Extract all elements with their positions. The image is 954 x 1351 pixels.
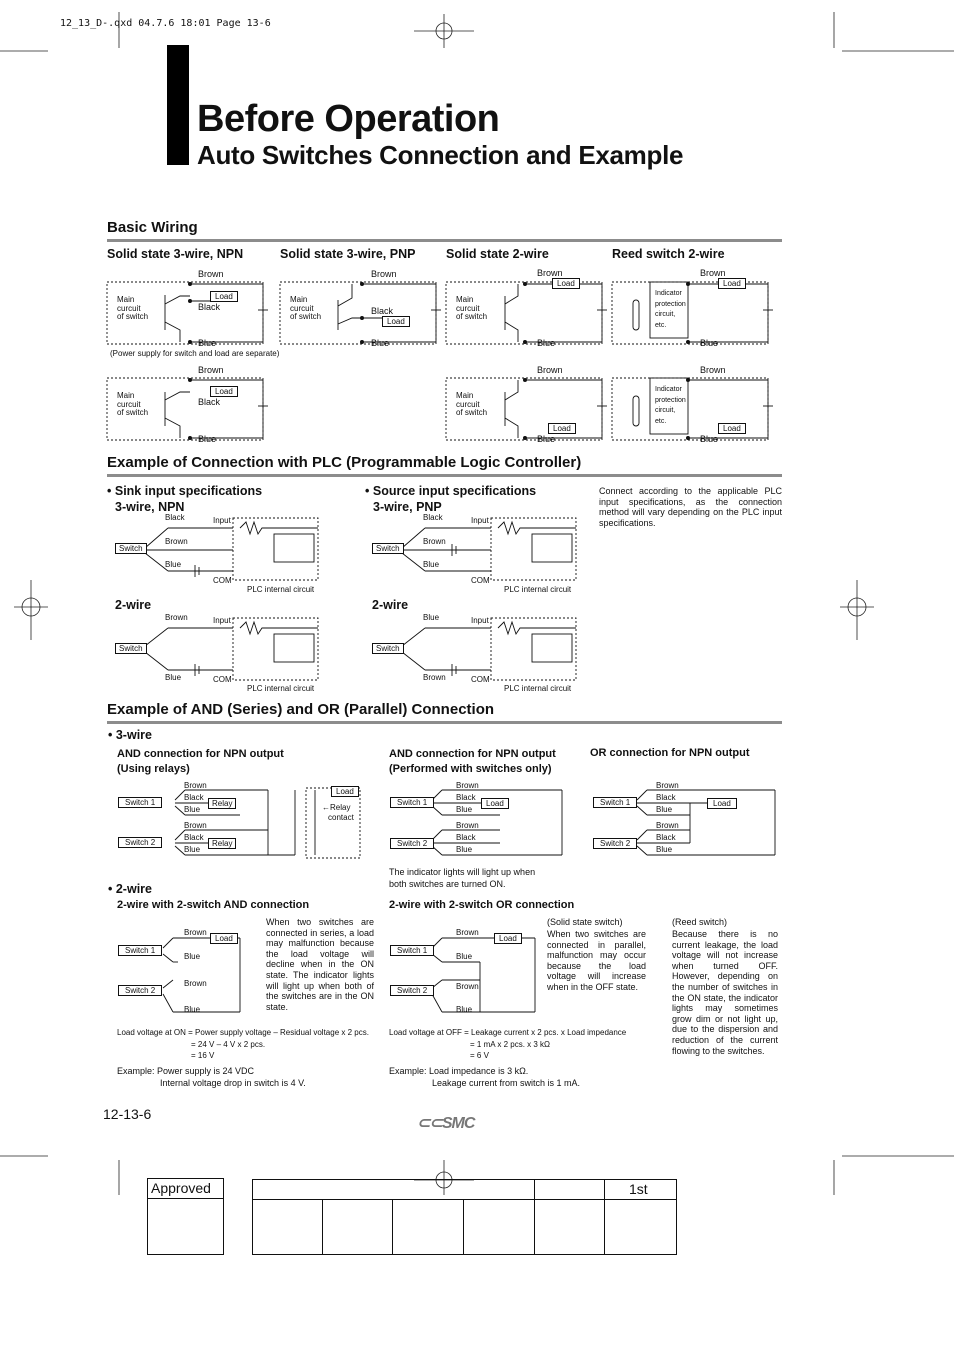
or2-title: 2-wire with 2-switch OR connection (389, 899, 575, 911)
sink2-com-label: COM (213, 675, 232, 684)
and-relay-switch1: Switch 1 (118, 797, 162, 808)
npn-blue-label: Blue (198, 338, 217, 348)
or-example: Example: Load impedance is 3 kΩ. Leakage current from switch is 1 mA. (389, 1066, 581, 1088)
col-reed-title: Reed switch 2-wire (612, 247, 725, 261)
relay-contact-label: ←Relay contact (322, 803, 354, 822)
solid2-blue-label: Blue (537, 338, 556, 348)
sink-switch-box: Switch (115, 543, 147, 554)
indicator-note: The indicator lights will light up when both switches are turned ON. (389, 867, 536, 889)
npn2-load-box: Load (210, 386, 238, 397)
npn-load-box: Load (210, 291, 238, 302)
page-number: 12-13-6 (103, 1106, 152, 1122)
source-switch-box: Switch (372, 543, 404, 554)
source-brown-label: Brown (423, 537, 446, 546)
label-blue: Blue (656, 845, 673, 854)
source-title: • Source input specifications 3-wire, PNP (365, 484, 537, 514)
smc-logo-icon: ⊂⊂ (417, 1115, 442, 1132)
reed2-blue-label: Blue (700, 434, 719, 444)
npn2-main-circuit-label: Main curcuit of switch (117, 391, 149, 417)
source2-switch-box: Switch (372, 643, 404, 654)
pnp-main-circuit-label: Main curcuit of switch (290, 295, 322, 321)
or2-switch1: Switch 1 (390, 945, 434, 956)
or2-switch2: Switch 2 (390, 985, 434, 996)
label-blue: Blue (456, 805, 473, 814)
source-blue-label: Blue (423, 560, 440, 569)
label-black: Black (656, 793, 676, 802)
label-black: Black (456, 833, 476, 842)
pnp-black-label: Black (371, 306, 394, 316)
solid-state-note: When two switches are connected in parallel, malfunction may occur because the load voltage will increase when in the OFF state. (547, 929, 646, 992)
and-sw-switch1: Switch 1 (390, 797, 434, 808)
sink-black-label: Black (165, 513, 185, 522)
source2-blue-label: Blue (423, 613, 440, 622)
label-brown: Brown (656, 781, 679, 790)
page-title: Before Operation (197, 98, 500, 140)
sink-2wire-title: 2-wire (115, 598, 152, 612)
col-solid2-title: Solid state 2-wire (446, 247, 549, 261)
label-brown: Brown (184, 928, 207, 937)
reed-switch-note: Because there is no current leakage, the load voltage will not increase when turned OFF. However, depending on the number of switches in the ON state, the indicator lights may sometimes grow dim or not light up, due to the dispersion and reduction of the current flowing to the switches. (672, 929, 778, 1056)
reed-blue-label: Blue (700, 338, 719, 348)
solid2b-load-box: Load (548, 423, 576, 434)
page-subtitle: Auto Switches Connection and Example (197, 140, 684, 170)
sink-brown-label: Brown (165, 537, 188, 546)
solid2-main-circuit-label: Main curcuit of switch (456, 295, 488, 321)
reed-indicator-label: Indicator protection circuit, etc. (655, 290, 686, 329)
label-brown: Brown (456, 781, 479, 790)
label-brown: Brown (184, 781, 207, 790)
solid2b-brown-label: Brown (537, 365, 563, 375)
label-brown: Brown (184, 979, 207, 988)
andor-heading: Example of AND (Series) and OR (Parallel) Connection (107, 701, 495, 718)
sink2-plc-internal-label: PLC internal circuit (247, 684, 315, 693)
reed2-brown-label: Brown (700, 365, 726, 375)
approved-box (147, 1178, 224, 1255)
source2-input-label: Input (471, 616, 489, 625)
sink-blue-label: Blue (165, 560, 182, 569)
label-blue: Blue (456, 1005, 473, 1014)
source2-brown-label: Brown (423, 673, 446, 682)
and-example: Example: Power supply is 24 VDC Internal voltage drop in switch is 4 V. (117, 1066, 306, 1088)
plc-note: Connect according to the applicable PLC input specifications, as the connection method will vary depending on the PLC input specifications. (599, 486, 782, 528)
and2-load-box: Load (210, 933, 238, 944)
and-sw-load-box: Load (481, 798, 509, 809)
col-npn-title: Solid state 3-wire, NPN (107, 247, 244, 261)
and2-note: When two switches are connected in series, a load may malfunction because the load voltage will decline when in the ON state. The indicator lights will light up when both of the switches are in the ON state. (266, 917, 374, 1012)
solid2-load-box: Load (552, 278, 580, 289)
source-plc-internal-label: PLC internal circuit (504, 585, 572, 594)
label-brown: Brown (184, 821, 207, 830)
label-blue: Blue (184, 845, 201, 854)
first-label: 1st (629, 1181, 648, 1197)
and2-title: 2-wire with 2-switch AND connection (117, 899, 310, 911)
solid2b-main-circuit-label: Main curcuit of switch (456, 391, 488, 417)
sink2-input-label: Input (213, 616, 231, 625)
sink-title: • Sink input specifications 3-wire, NPN (107, 484, 263, 514)
sink2-switch-box: Switch (115, 643, 147, 654)
npn-black-label: Black (198, 302, 221, 312)
and-formula: Load voltage at ON = Power supply voltage – Residual voltage x 2 pcs. = 24 V – 4 V x 2 pcs. = 16 V (117, 1028, 369, 1060)
label-blue: Blue (456, 845, 473, 854)
relay-load-box: Load (331, 786, 359, 797)
sink2-brown-label: Brown (165, 613, 188, 622)
npn-main-circuit-label: Main curcuit of switch (117, 295, 149, 321)
sink2-blue-label: Blue (165, 673, 182, 682)
and-sw-switch2: Switch 2 (390, 838, 434, 849)
label-black: Black (656, 833, 676, 842)
label-black: Black (184, 833, 204, 842)
reed-load-box: Load (718, 278, 746, 289)
three-wire-title: • 3-wire (108, 728, 152, 742)
label-blue: Blue (184, 952, 201, 961)
solid2-brown-label: Brown (537, 268, 563, 278)
or2-load-box: Load (494, 933, 522, 944)
col-pnp-title: Solid state 3-wire, PNP (280, 247, 416, 261)
label-blue: Blue (184, 805, 201, 814)
and-relay-switch2: Switch 2 (118, 837, 162, 848)
or-formula: Load voltage at OFF = Leakage current x 2 pcs. x Load impedance = 1 mA x 2 pcs. x 3 kΩ = 6 V (389, 1028, 627, 1060)
label-black: Black (456, 793, 476, 802)
pnp-load-box: Load (382, 316, 410, 327)
signoff-table (252, 1179, 677, 1255)
label-blue: Blue (656, 805, 673, 814)
and-switch-title: AND connection for NPN output (Performed with switches only) (389, 748, 556, 775)
pnp-brown-label: Brown (371, 269, 397, 279)
label-brown: Brown (456, 928, 479, 937)
relay-box-1: Relay (208, 798, 236, 809)
label-brown: Brown (656, 821, 679, 830)
npn-brown-label: Brown (198, 269, 224, 279)
label-blue: Blue (456, 952, 473, 961)
and-relay-title: AND connection for NPN output (Using relays) (117, 748, 284, 775)
and2-switch1: Switch 1 (118, 945, 162, 956)
source-com-label: COM (471, 576, 490, 585)
or-npn-title: OR connection for NPN output (590, 747, 750, 759)
npn2-blue-label: Blue (198, 434, 217, 444)
approved-label: Approved (148, 1179, 223, 1199)
plc-heading: Example of Connection with PLC (Programmable Logic Controller) (107, 454, 582, 471)
or-switch1: Switch 1 (593, 797, 637, 808)
npn2-brown-label: Brown (198, 365, 224, 375)
source-black-label: Black (423, 513, 443, 522)
label-brown: Brown (456, 982, 479, 991)
and2-switch2: Switch 2 (118, 985, 162, 996)
source-input-label: Input (471, 516, 489, 525)
separate-power-note: (Power supply for switch and load are separate) (110, 349, 280, 358)
smc-logo: ⊂⊂SMC (417, 1115, 475, 1132)
label-black: Black (184, 793, 204, 802)
sink-plc-internal-label: PLC internal circuit (247, 585, 315, 594)
sink-com-label: COM (213, 576, 232, 585)
two-wire-title: • 2-wire (108, 882, 152, 896)
reed2-indicator-label: Indicator protection circuit, etc. (655, 386, 686, 425)
solid2b-blue-label: Blue (537, 434, 556, 444)
label-blue: Blue (184, 1005, 201, 1014)
sink-input-label: Input (213, 516, 231, 525)
pnp-blue-label: Blue (371, 338, 390, 348)
reed-brown-label: Brown (700, 268, 726, 278)
label-brown: Brown (456, 821, 479, 830)
source-2wire-title: 2-wire (372, 598, 409, 612)
basic-wiring-heading: Basic Wiring (107, 219, 198, 236)
solid-state-heading: (Solid state switch) (547, 917, 623, 927)
source2-plc-internal-label: PLC internal circuit (504, 684, 572, 693)
relay-box-2: Relay (208, 838, 236, 849)
print-header: 12_13_D-.qxd 04.7.6 18:01 Page 13-6 (60, 18, 271, 29)
reed2-load-box: Load (718, 423, 746, 434)
source2-com-label: COM (471, 675, 490, 684)
npn2-black-label: Black (198, 397, 221, 407)
reed-switch-heading: (Reed switch) (672, 917, 728, 927)
or-switch2: Switch 2 (593, 838, 637, 849)
or-load-box: Load (707, 798, 737, 809)
